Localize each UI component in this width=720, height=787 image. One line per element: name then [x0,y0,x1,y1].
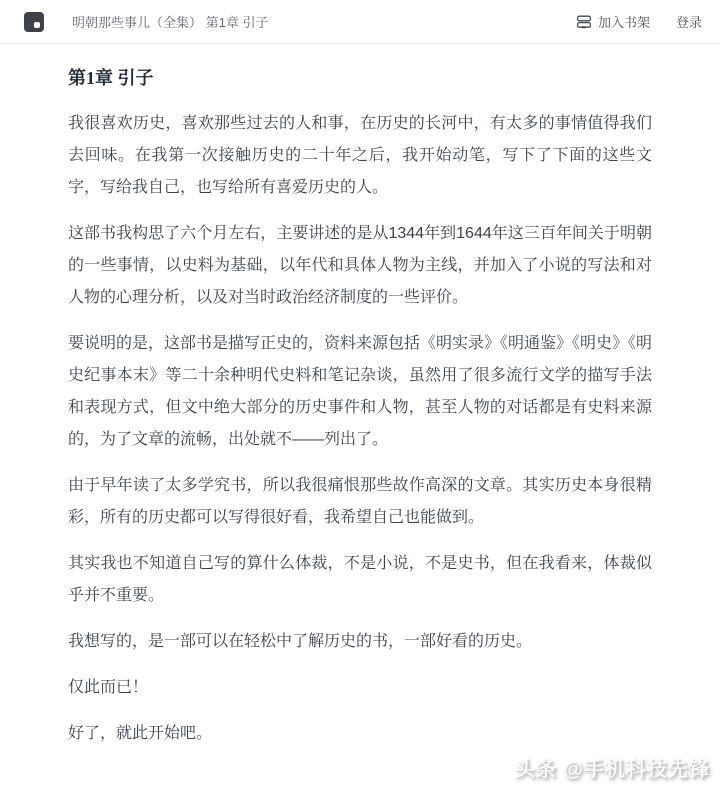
paragraph-5: 其实我也不知道自己写的算什么体裁，不是小说，不是史书，但在我看来，体裁似乎并不重要。 [68,555,652,604]
login-button[interactable]: 登录 [676,12,702,31]
toutiao-watermark: 头条 @手机科技先锋 [514,759,710,781]
paragraph-1: 我很喜欢历史，喜欢那些过去的人和事，在历史的长河中，有太多的事情值得我们去回味。在我第一次接触历史的二十年之后，我开始动笔，写下了下面的这些文字，写给我自己，也写给所有喜爱历史的人。 [68,115,652,196]
chapter-title: 第1章 引子 [68,68,154,88]
add-to-bookshelf-button[interactable] [576,12,650,31]
chapter-content [0,44,720,750]
top-bar [0,0,720,44]
bookshelf-icon [576,14,592,30]
add-to-bookshelf-label: 加入书架 [597,15,650,30]
top-bar-actions [576,12,702,31]
paragraph-4: 由于早年读了太多学究书，所以我很痛恨那些故作高深的文章。其实历史本身很精彩，所有的历史都可以写得很好看，我希望自己也能做到。 [68,477,652,526]
paragraph-7: 仅此而已！ [68,679,149,696]
document-title: 明朝那些事儿（全集） 第1章 引子 [72,15,269,30]
paragraph-2: 这部书我构思了六个月左右，主要讲述的是从1344年到1644年这三百年间关于明朝的一些事情，以史料为基础，以年代和具体人物为主线，并加入了小说的写法和对人物的心理分析，以及对当时政治经济制度的一些评价。 [68,225,652,306]
paragraph-6: 我想写的，是一部可以在轻松中了解历史的书，一部好看的历史。 [68,633,533,650]
logo-dot [34,22,40,28]
paragraph-8: 好了，就此开始吧。 [68,725,213,742]
paragraph-3: 要说明的是，这部书是描写正史的，资料来源包括《明实录》《明通鉴》《明史》《明史纪事本末》等二十余种明代史料和笔记杂谈，虽然用了很多流行文学的描写手法和表现方式，但文中绝大部分的历史事件和人物，甚至人物的对话都是有史料来源的，为了文章的流畅，出处就不——列出了。 [68,335,653,448]
reader-app-logo-icon[interactable] [24,12,44,32]
